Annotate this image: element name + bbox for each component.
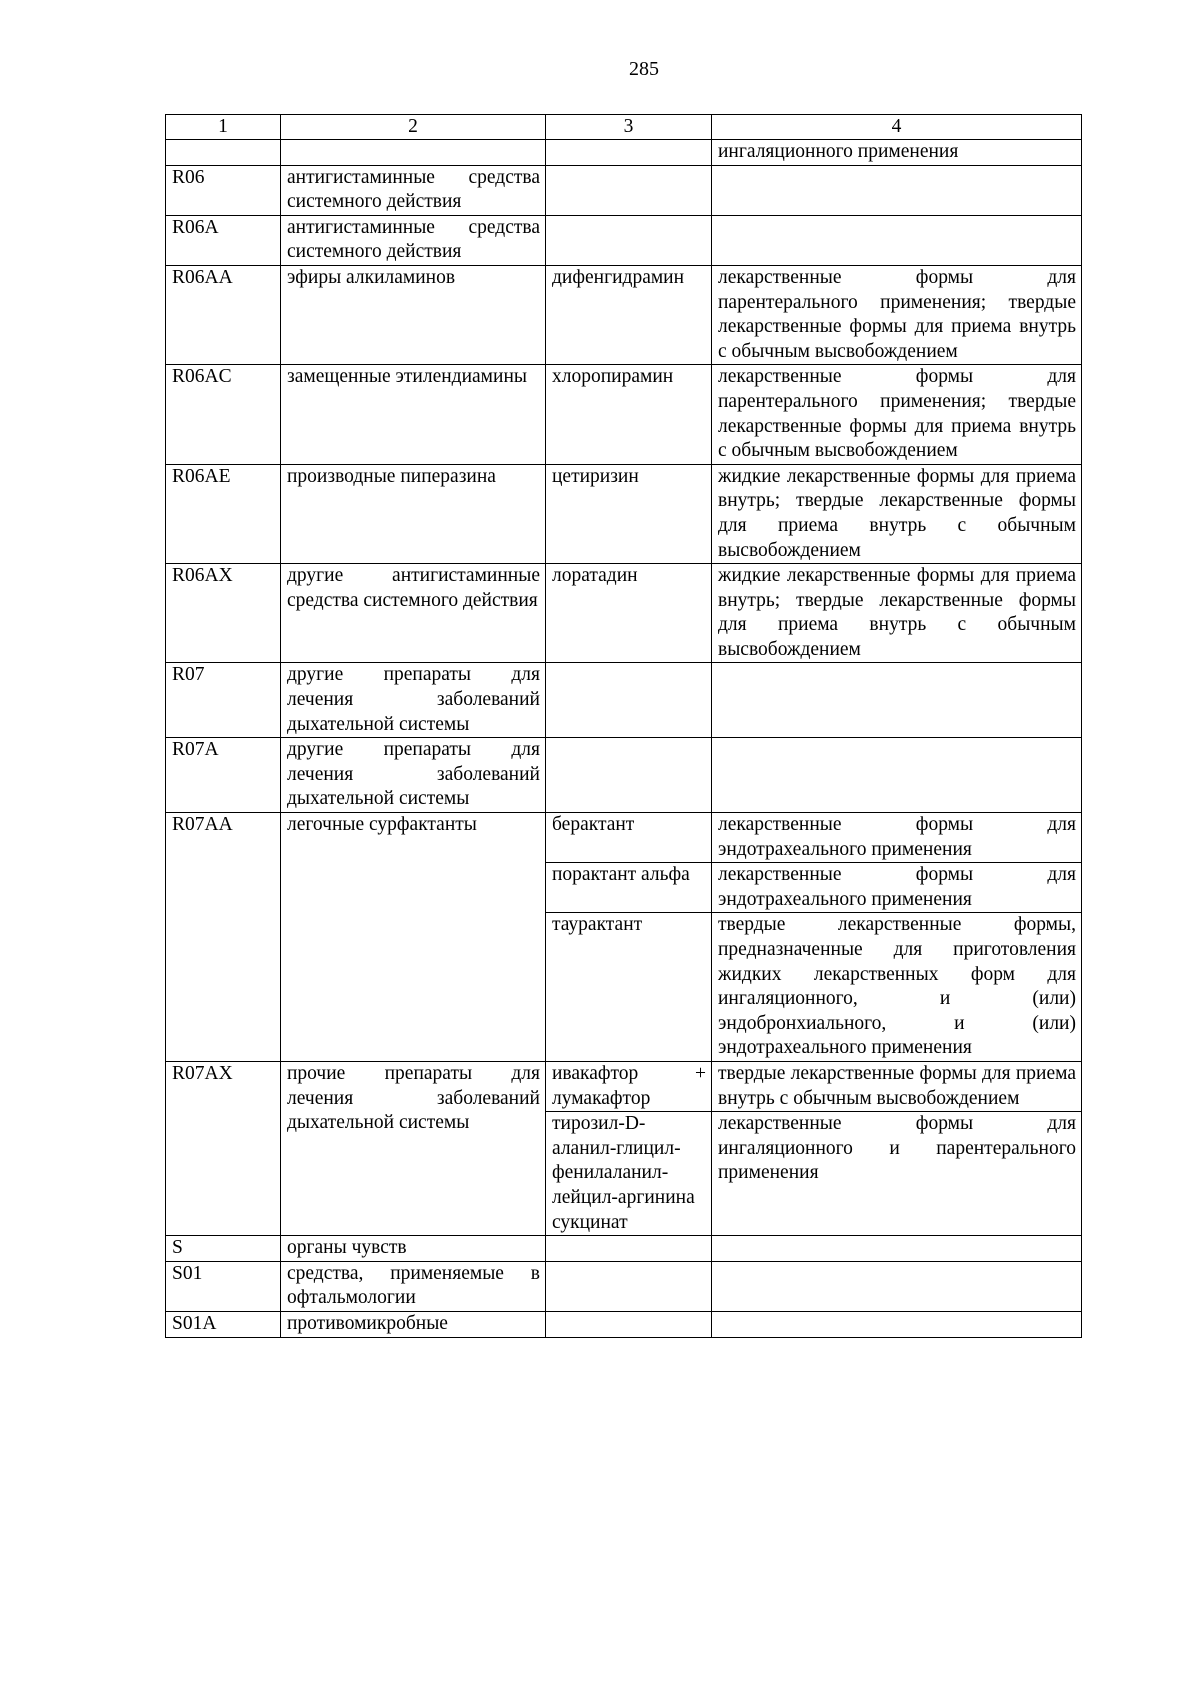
atc-code-cell: R06A xyxy=(166,215,281,265)
table-row xyxy=(166,738,1082,813)
dosage-forms-cell xyxy=(712,738,1082,813)
dosage-forms-cell: лекарственные формы для эндотрахеального применения xyxy=(712,863,1082,913)
dosage-forms-cell: лекарственные формы для ингаляционного и парентерального применения xyxy=(712,1112,1082,1236)
table-row xyxy=(166,1061,1082,1111)
substance-cell: тирозил-D-аланил-глицил-фенилаланил-лейцил-аргинина сукцинат xyxy=(546,1112,712,1236)
group-cell: противомикробные xyxy=(281,1311,546,1337)
dosage-forms-cell xyxy=(712,1261,1082,1311)
dosage-forms-cell: лекарственные формы для парентерального применения; твердые лекарственные формы для приема внутрь с обычным высвобождением xyxy=(712,365,1082,464)
atc-code-cell: R06AA xyxy=(166,265,281,364)
substance-cell xyxy=(546,738,712,813)
group-cell: другие антигистаминные средства системного действия xyxy=(281,564,546,663)
table-row xyxy=(166,1261,1082,1311)
table-row xyxy=(166,564,1082,663)
atc-table xyxy=(165,114,1082,1338)
substance-cell: цетиризин xyxy=(546,464,712,563)
group-cell: легочные сурфактанты xyxy=(281,813,546,1062)
group-cell: прочие препараты для лечения заболеваний дыхательной системы xyxy=(281,1061,546,1235)
atc-code-cell: R06 xyxy=(166,165,281,215)
atc-code-cell xyxy=(166,140,281,166)
column-header: 1 xyxy=(166,115,281,140)
atc-code-cell: S01 xyxy=(166,1261,281,1311)
atc-code-cell: S xyxy=(166,1236,281,1262)
table-row xyxy=(166,1311,1082,1337)
substance-cell xyxy=(546,663,712,738)
group-cell: средства, применяемые в офтальмологии xyxy=(281,1261,546,1311)
substance-cell: берактант xyxy=(546,813,712,863)
substance-cell xyxy=(546,140,712,166)
group-cell: другие препараты для лечения заболеваний дыхательной системы xyxy=(281,738,546,813)
table-row xyxy=(166,365,1082,464)
dosage-forms-cell: лекарственные формы для парентерального применения; твердые лекарственные формы для приема внутрь с обычным высвобождением xyxy=(712,265,1082,364)
substance-cell xyxy=(546,215,712,265)
group-cell: эфиры алкиламинов xyxy=(281,265,546,364)
group-cell: другие препараты для лечения заболеваний дыхательной системы xyxy=(281,663,546,738)
dosage-forms-cell xyxy=(712,663,1082,738)
dosage-forms-cell: жидкие лекарственные формы для приема внутрь; твердые лекарственные формы для приема внутрь с обычным высвобождением xyxy=(712,464,1082,563)
table-row xyxy=(166,215,1082,265)
substance-cell: порактант альфа xyxy=(546,863,712,913)
atc-code-cell: R07A xyxy=(166,738,281,813)
substance-cell: хлоропирамин xyxy=(546,365,712,464)
table-row xyxy=(166,265,1082,364)
group-cell: антигистаминные средства системного действия xyxy=(281,165,546,215)
table-row xyxy=(166,140,1082,166)
dosage-forms-cell: жидкие лекарственные формы для приема внутрь; твердые лекарственные формы для приема внутрь с обычным высвобождением xyxy=(712,564,1082,663)
dosage-forms-cell xyxy=(712,1236,1082,1262)
atc-code-cell: R07 xyxy=(166,663,281,738)
group-cell xyxy=(281,140,546,166)
table-header-row xyxy=(166,115,1082,140)
table-row xyxy=(166,464,1082,563)
dosage-forms-cell: лекарственные формы для эндотрахеального применения xyxy=(712,813,1082,863)
group-cell: замещенные этилендиамины xyxy=(281,365,546,464)
group-cell: антигистаминные средства системного действия xyxy=(281,215,546,265)
page-number: 285 xyxy=(629,58,659,80)
atc-code-cell: R06AX xyxy=(166,564,281,663)
atc-code-cell: R06AE xyxy=(166,464,281,563)
table-row xyxy=(166,165,1082,215)
substance-cell xyxy=(546,1261,712,1311)
dosage-forms-cell: твердые лекарственные формы для приема внутрь с обычным высвобождением xyxy=(712,1061,1082,1111)
table-row xyxy=(166,663,1082,738)
column-header: 2 xyxy=(281,115,546,140)
dosage-forms-cell xyxy=(712,1311,1082,1337)
substance-cell xyxy=(546,1236,712,1262)
table-row xyxy=(166,813,1082,863)
substance-cell: ивакафтор + лумакафтор xyxy=(546,1061,712,1111)
dosage-forms-cell xyxy=(712,165,1082,215)
dosage-forms-cell: твердые лекарственные формы, предназначенные для приготовления жидких лекарственных форм для ингаляционного, и (или) эндобронхиального, и (или) эндотрахеального применения xyxy=(712,913,1082,1062)
atc-code-cell: R06AC xyxy=(166,365,281,464)
substance-cell: дифенгидрамин xyxy=(546,265,712,364)
group-cell: производные пиперазина xyxy=(281,464,546,563)
group-cell: органы чувств xyxy=(281,1236,546,1262)
atc-code-cell: S01A xyxy=(166,1311,281,1337)
dosage-forms-cell xyxy=(712,215,1082,265)
substance-cell: лоратадин xyxy=(546,564,712,663)
column-header: 4 xyxy=(712,115,1082,140)
column-header: 3 xyxy=(546,115,712,140)
substance-cell: таурактант xyxy=(546,913,712,1062)
atc-code-cell: R07AA xyxy=(166,813,281,1062)
atc-code-cell: R07AX xyxy=(166,1061,281,1235)
substance-cell xyxy=(546,165,712,215)
dosage-forms-cell: ингаляционного применения xyxy=(712,140,1082,166)
table-row xyxy=(166,1236,1082,1262)
substance-cell xyxy=(546,1311,712,1337)
